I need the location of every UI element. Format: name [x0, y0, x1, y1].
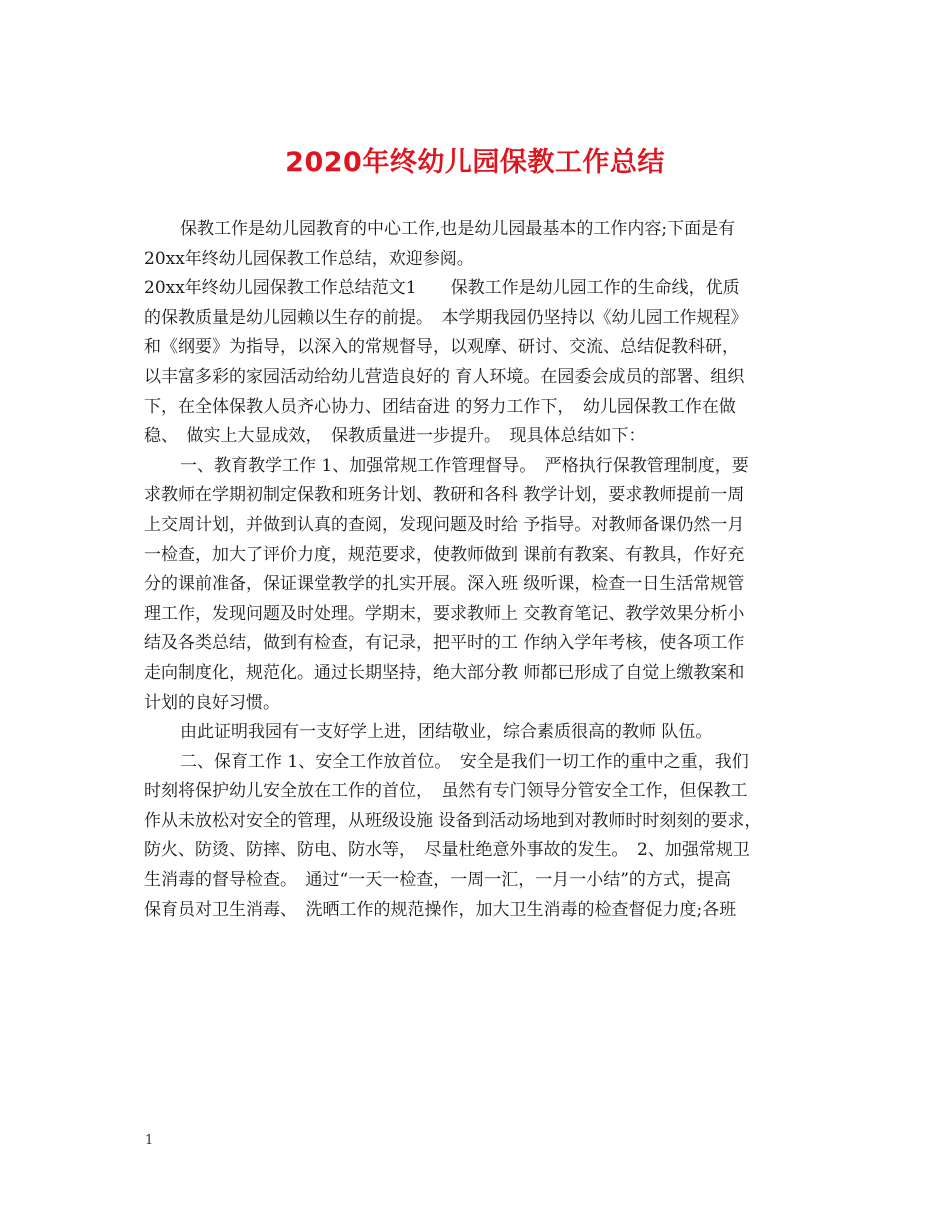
text-line: 求教师在学期初制定保教和班务计划、教研和各科 教学计划，要求教师提前一周 [144, 485, 745, 506]
text-line: 一、教育教学工作 1、加强常规工作管理督导。 严格执行保教管理制度，要 [180, 455, 749, 476]
document-body [144, 215, 806, 925]
text-line: 下，在全体保教人员齐心协力、团结奋进 的努力工作下， 幼儿园保教工作在做 [144, 396, 736, 417]
text-line: 理工作，发现问题及时处理。学期末，要求教师上 交教育笔记、教学效果分析小 [144, 603, 745, 624]
text-line: 以丰富多彩的家园活动给幼儿营造良好的 育人环境。在园委会成员的部署、组织 [144, 366, 745, 387]
text-line: 一检查，加大了评价力度，规范要求，使教师做到 课前有教案、有教具，作好充 [144, 544, 745, 565]
text-line: 的保教质量是幼儿园赖以生存的前提。 本学期我园仍坚持以《幼儿园工作规程》 [144, 307, 748, 328]
text-line: 由此证明我园有一支好学上进，团结敬业，综合素质很高的教师 队伍。 [180, 722, 713, 743]
page-number: 1 [145, 1133, 154, 1148]
text-line: 生消毒的督导检查。 通过“一天一检查，一周一汇，一月一小结”的方式，提高 [144, 870, 731, 891]
text-line: 稳、 做实上大显成效， 保教质量进一步提升。 现具体总结如下： [144, 426, 646, 447]
text-line: 20xx年终幼儿园保教工作总结，欢迎参阅。 [144, 248, 474, 269]
text-line: 走向制度化，规范化。通过长期坚持，绝大部分教 师都已形成了自觉上缴教案和 [144, 662, 745, 683]
text-line: 结及各类总结，做到有检查，有记录，把平时的工 作纳入学年考核，使各项工作 [144, 633, 745, 654]
text-line: 上交周计划，并做到认真的查阅，发现问题及时给 予指导。对教师备课仍然一月 [144, 514, 745, 535]
document-title: 2020年终幼儿园保教工作总结 [285, 147, 665, 178]
text-line: 分的课前准备，保证课堂教学的扎实开展。深入班 级听课，检查一日生活常规管 [144, 574, 745, 595]
text-line: 防火、防烫、防摔、防电、防水等， 尽量杜绝意外事故的发生。 2、加强常规卫 [144, 840, 750, 861]
text-line: 保育员对卫生消毒、 洗晒工作的规范操作，加大卫生消毒的检查督促力度;各班 [144, 899, 737, 920]
text-line: 计划的良好习惯。 [144, 692, 280, 713]
text-line: 二、保育工作 1、安全工作放首位。 安全是我们一切工作的重中之重，我们 [180, 751, 749, 772]
text-line: 保教工作是幼儿园教育的中心工作,也是幼儿园最基本的工作内容;下面是有 [180, 219, 736, 239]
text-line: 和《纲要》为指导，以深入的常规督导，以观摩、研讨、交流、总结促教科研， [144, 337, 739, 358]
text-line: 作从未放松对安全的管理，从班级设施 设备到活动场地到对教师时时刻刻的要求， [144, 810, 762, 831]
text-line: 20xx年终幼儿园保教工作总结范文1 保教工作是幼儿园工作的生命线，优质 [144, 278, 740, 299]
text-line: 时刻将保护幼儿安全放在工作的首位， 虽然有专门领导分管安全工作，但保教工 [144, 781, 748, 802]
